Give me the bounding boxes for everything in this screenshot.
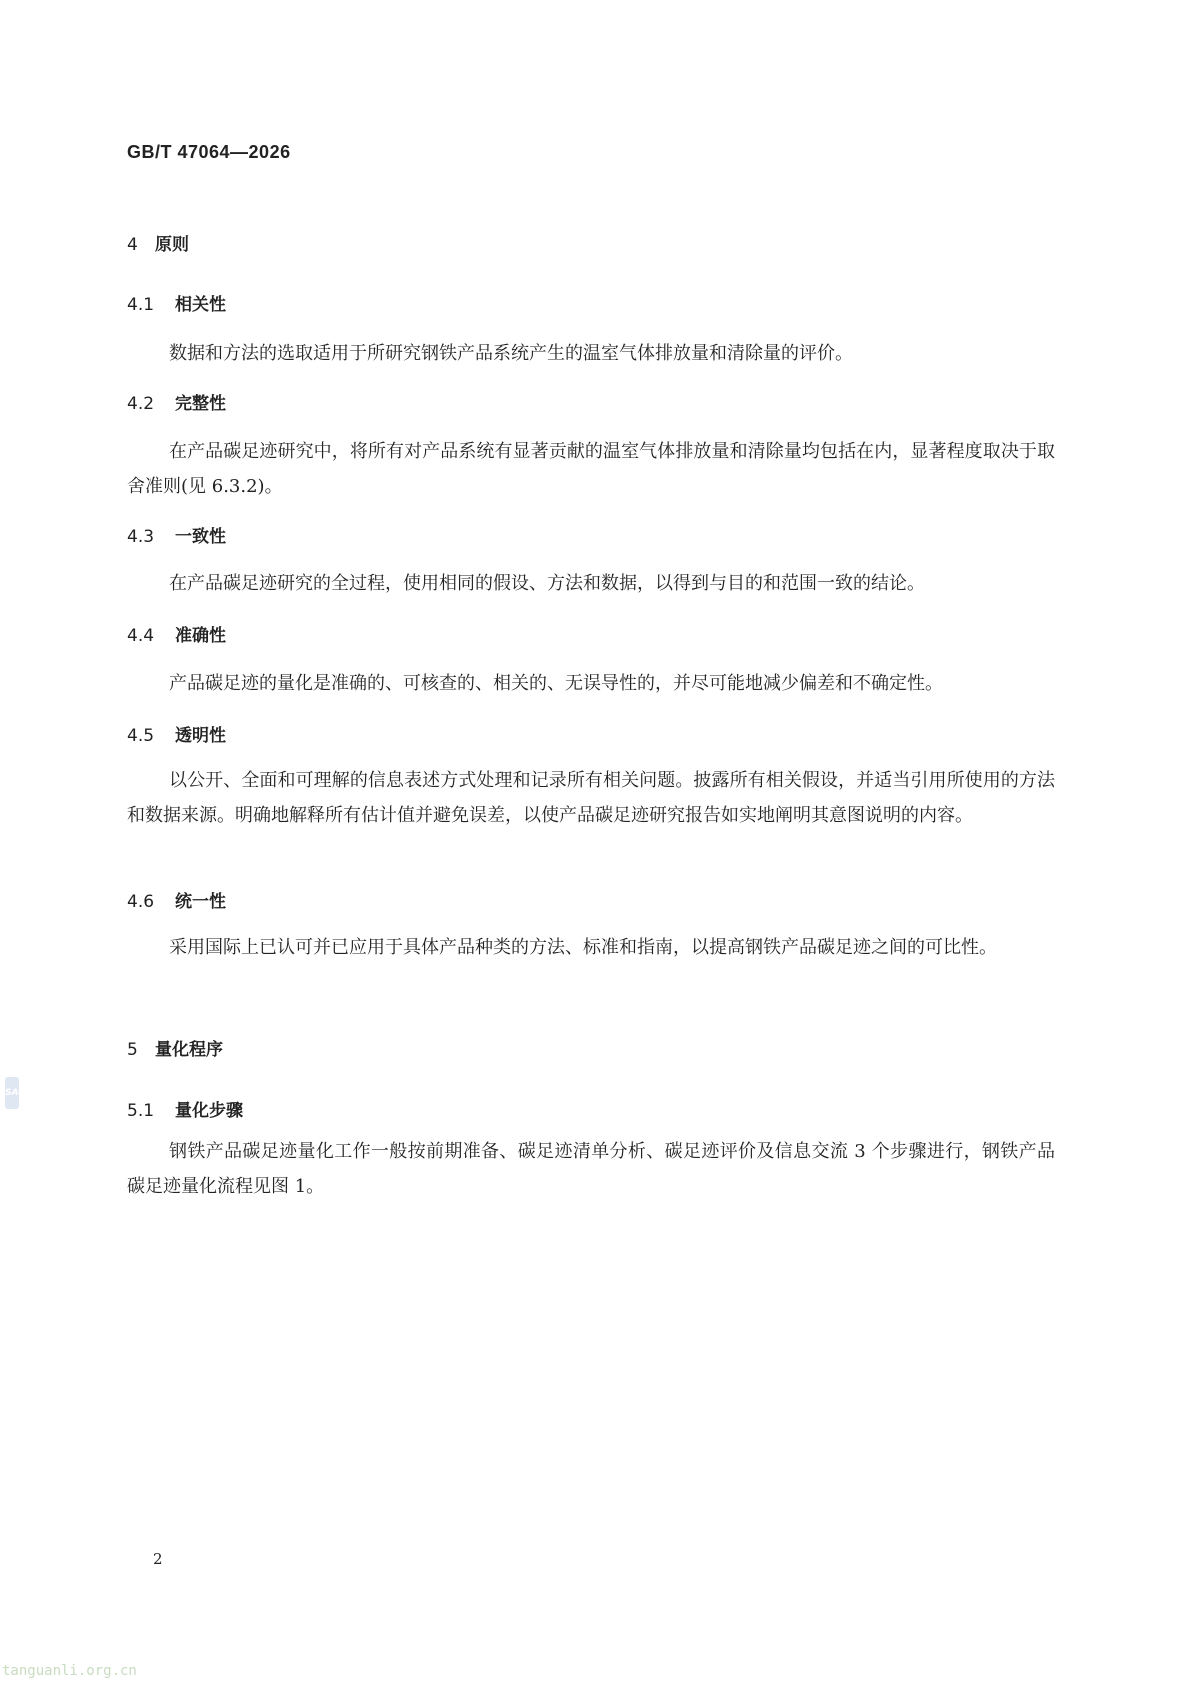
subsection-heading: 4.2 完整性	[127, 394, 226, 414]
paragraph: 在产品碳足迹研究的全过程，使用相同的假设、方法和数据，以得到与目的和范围一致的结论。	[169, 573, 925, 594]
subsection-heading: 5.1 量化步骤	[127, 1101, 243, 1121]
section-heading: 4 原则	[127, 235, 189, 255]
watermark: tanguanli.org.cn	[2, 1663, 137, 1679]
page-number: 2	[153, 1550, 163, 1568]
paragraph: 产品碳足迹的量化是准确的、可核查的、相关的、无误导性的，并尽可能地减少偏差和不确定性。	[169, 673, 943, 694]
subsection-heading: 4.6 统一性	[127, 892, 226, 912]
paragraph: 采用国际上已认可并已应用于具体产品种类的方法、标准和指南，以提高钢铁产品碳足迹之间的可比性。	[169, 937, 997, 958]
subsection-heading: 4.1 相关性	[127, 295, 226, 315]
paragraph: 钢铁产品碳足迹量化工作一般按前期准备、碳足迹清单分析、碳足迹评价及信息交流 3 个步骤进行，钢铁产品碳足迹量化流程见图 1。	[127, 1141, 1055, 1197]
paragraph: 在产品碳足迹研究中，将所有对产品系统有显著贡献的温室气体排放量和清除量均包括在内，显著程度取决于取舍准则(见 6.3.2)。	[127, 441, 1055, 497]
sac-logo: SAC	[5, 1077, 19, 1109]
subsection-heading: 4.4 准确性	[127, 626, 226, 646]
paragraph: 数据和方法的选取适用于所研究钢铁产品系统产生的温室气体排放量和清除量的评价。	[169, 343, 853, 364]
subsection-heading: 4.5 透明性	[127, 726, 226, 746]
paragraph: 以公开、全面和可理解的信息表述方式处理和记录所有相关问题。披露所有相关假设，并适当引用所使用的方法和数据来源。明确地解释所有估计值并避免误差，以使产品碳足迹研究报告如实地阐明其意图说明的内容。	[127, 770, 1055, 826]
section-heading: 5 量化程序	[127, 1040, 223, 1060]
subsection-heading: 4.3 一致性	[127, 527, 226, 547]
document-header: GB/T 47064—2026	[127, 142, 291, 162]
